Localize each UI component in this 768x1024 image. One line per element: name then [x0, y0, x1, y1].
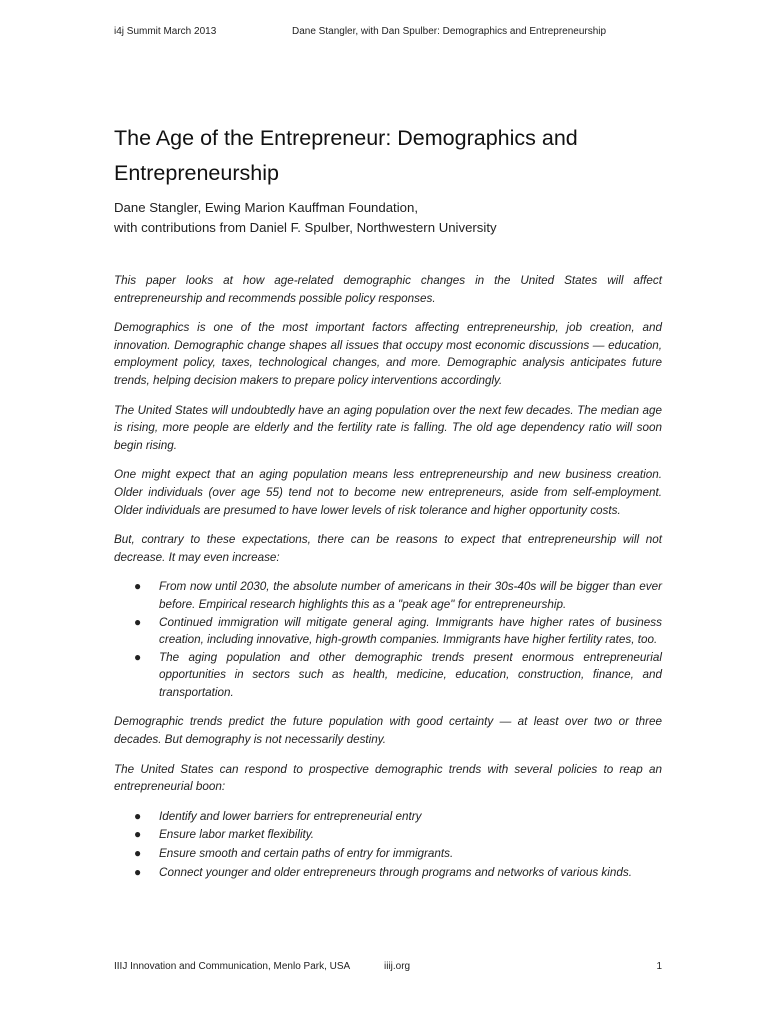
list-item: [114, 845, 662, 864]
document-title: The Age of the Entrepreneur: Demographics and Entrepreneurship: [114, 126, 578, 185]
reasons-list: [114, 578, 662, 701]
paragraph: The United States can respond to prospective demographic trends with several policies to reap an entrepreneurial boon:: [114, 762, 662, 794]
header-event: i4j Summit March 2013: [114, 26, 217, 37]
list-item-text: Ensure smooth and certain paths of entry for immigrants.: [159, 847, 454, 861]
bullet-icon: ●: [134, 827, 142, 842]
bullet-icon: ●: [134, 808, 142, 823]
list-item-text: Connect younger and older entrepreneurs through programs and networks of various kinds.: [159, 865, 632, 879]
list-item-text: Identify and lower barriers for entrepreneurial entry: [159, 809, 422, 823]
list-item: [114, 864, 662, 883]
paragraph: But, contrary to these expectations, there can be reasons to expect that entrepreneurship will not decrease. It may even increase:: [114, 533, 662, 564]
list-item: [114, 826, 662, 845]
footer-website: iiij.org: [384, 961, 411, 972]
bullet-icon: ●: [134, 649, 142, 664]
paragraph: One might expect that an aging population means less entrepreneurship and new business creation. Older individuals (over age 55) tend not to become new entrepreneurs, aside from self-employment. Older individuals are presumed to have lower levels of risk tolerance and higher opportunity costs.: [114, 468, 662, 517]
list-item-text: Ensure labor market flexibility.: [159, 828, 315, 842]
paragraph: This paper looks at how age-related demographic changes in the United States will affect entrepreneurship and recommends possible policy responses.: [114, 274, 662, 305]
author-line-2: with contributions from Daniel F. Spulber, Northwestern University: [114, 220, 497, 235]
footer-organization: IIIJ Innovation and Communication, Menlo Park, USA: [114, 961, 351, 972]
bullet-icon: ●: [134, 579, 142, 594]
policies-list: [114, 808, 662, 882]
paragraph: Demographics is one of the most important factors affecting entrepreneurship, job creation, and innovation. Demographic change shapes all issues that occupy most economic discussions — education, employment policy, taxes, technological changes, and more. Demographic analysis anticipates future trends, helping decision makers to prepare policy interventions accordingly.: [114, 321, 662, 387]
list-item: [114, 808, 662, 827]
list-item-text: From now until 2030, the absolute number of americans in their 30s-40s will be bigger than ever before. Empirical research highlights this as a "peak age" for entrepreneurship.: [159, 580, 662, 611]
list-item-text: The aging population and other demographic trends present enormous entrepreneurial opportunities in sectors such as health, medicine, education, construction, finance, and transportation.: [159, 650, 662, 699]
document-body: [114, 272, 662, 894]
list-item: [114, 649, 662, 702]
list-item: [114, 614, 662, 649]
header-authors-topic: Dane Stangler, with Dan Spulber: Demographics and Entrepreneurship: [292, 26, 607, 37]
paragraph: Demographic trends predict the future population with good certainty — at least over two or three decades. But demography is not necessarily destiny.: [114, 715, 662, 747]
page-number: 1: [656, 961, 662, 972]
author-line-1: Dane Stangler, Ewing Marion Kauffman Foundation,: [114, 200, 418, 215]
bullet-icon: ●: [134, 846, 142, 861]
author-block: [114, 198, 674, 238]
list-item-text: Continued immigration will mitigate general aging. Immigrants have higher rates of business creation, including innovative, high-growth companies. Immigrants have higher fertility rates, too.: [159, 615, 662, 647]
paragraph: The United States will undoubtedly have an aging population over the next few decades. The median age is rising, more people are elderly and the fertility rate is falling. The old age dependency ratio will soon begin rising.: [114, 403, 662, 452]
bullet-icon: ●: [134, 614, 142, 629]
bullet-icon: ●: [134, 864, 142, 879]
list-item: [114, 578, 662, 613]
